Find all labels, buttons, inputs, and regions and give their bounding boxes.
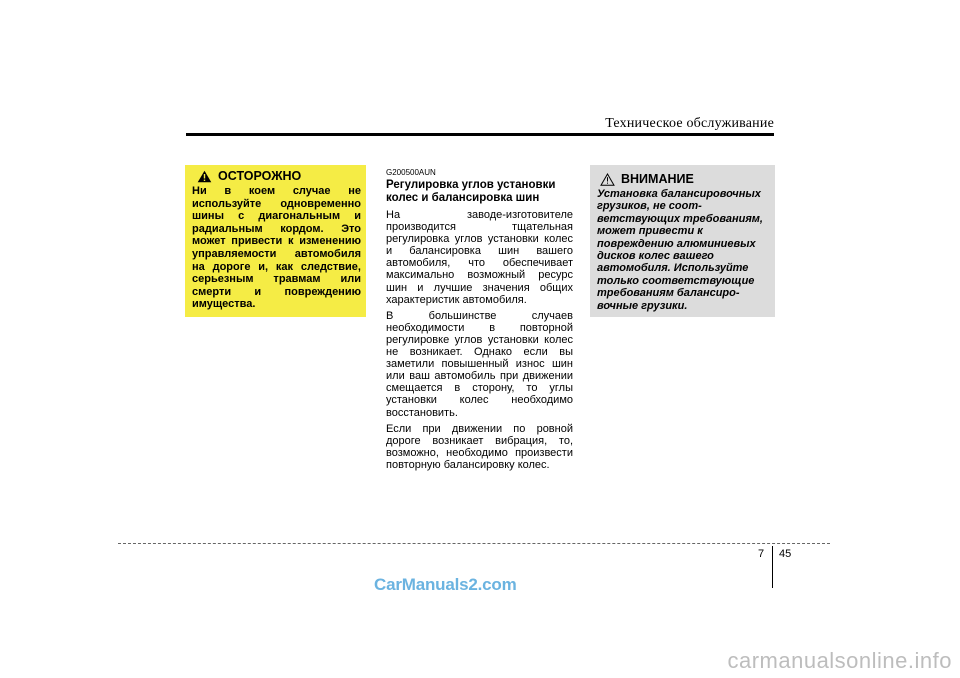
footer-dashed-rule xyxy=(118,543,830,544)
caution-line: повреждению алюминиевых xyxy=(597,237,756,250)
carmanuals-logo[interactable]: CarManuals2.com xyxy=(374,575,517,594)
caution-line: дисков колес вашего xyxy=(597,250,714,263)
caution-line: Установка балансировочных xyxy=(597,188,761,200)
page-number: 45 xyxy=(779,548,792,560)
warning-box xyxy=(185,165,366,317)
section-code: G200500AUN xyxy=(386,168,436,177)
warning-title: ОСТОРОЖНО xyxy=(218,169,302,183)
page-divider xyxy=(772,546,773,588)
section-title: Регулировка углов установки колес и балансировка шин xyxy=(386,179,556,204)
section-paragraph: В большинстве случаев необходимости в повторной регулировке углов установки колес не возникает. Однако если вы заметили повышенный износ шин или ваш автомобиль при движении смещается в сторону, то углы установки колес необходимо восстановить. xyxy=(386,309,573,419)
caution-text xyxy=(597,188,768,312)
caution-line: автомобиля. Используйте xyxy=(597,262,749,275)
caution-header xyxy=(600,172,768,186)
caution-title: ВНИМАНИЕ xyxy=(621,172,694,186)
section-paragraph: Если при движении по ровной дороге возникает вибрация, то, возможно, необходимо произвести повторную балансировку колес. xyxy=(386,422,573,471)
caution-triangle-icon xyxy=(600,173,615,186)
warning-triangle-icon xyxy=(197,170,212,183)
watermark-text: carmanualsonline.info xyxy=(727,648,952,673)
caution-line: ветствующих требованиям, xyxy=(597,212,763,225)
caution-line: только соответствующие xyxy=(597,274,755,287)
section-paragraph: На заводе-изготовителе производится тщательная регулировка углов установки колес и балансировка шин вашего автомобиля, что обеспечивает максимально возможный ресурс шин и лучшие значения общих характеристик автомобиля. xyxy=(386,209,573,306)
page-header-title: Техническое обслуживание xyxy=(605,116,774,131)
section-column xyxy=(386,168,573,475)
warning-header xyxy=(197,169,361,183)
header-rule xyxy=(186,133,774,136)
warning-text: Ни в коем случае не используйте одновременно шины с диагональным и радиальным кордом. Это может привести к изменению управляемости автомобиля на дороге и, как следствие, серьезным травмам или смерти и повреждению имущества. xyxy=(192,185,361,311)
caution-line: может привести к xyxy=(597,225,703,238)
caution-line: грузиков, не соот- xyxy=(597,200,702,213)
chapter-number: 7 xyxy=(758,548,765,560)
caution-box xyxy=(590,165,775,317)
caution-line: требованиям балансиро- xyxy=(597,287,740,300)
caution-line: вочные грузики. xyxy=(597,299,688,312)
